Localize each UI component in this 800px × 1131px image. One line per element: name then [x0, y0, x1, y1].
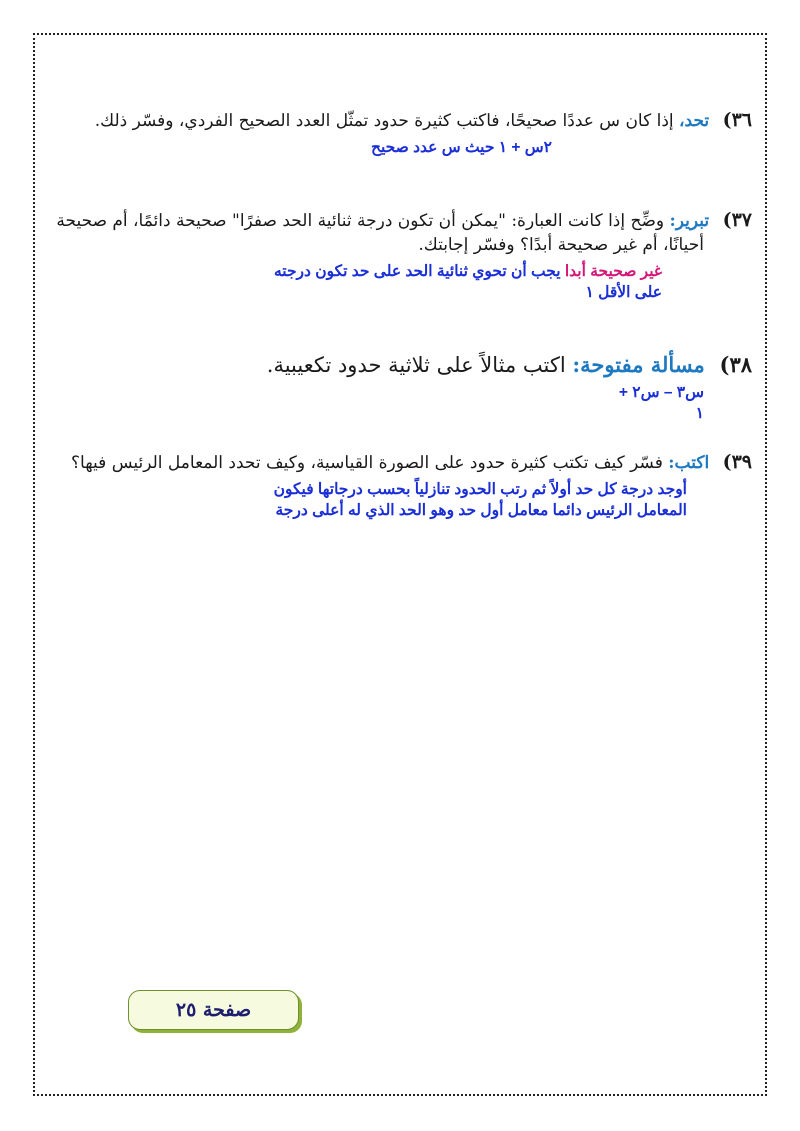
page-number-badge — [128, 990, 299, 1030]
answer — [95, 137, 552, 158]
answer — [267, 382, 704, 424]
answer-line2: المعامل الرئيس دائما معامل أول حد وهو الحد الذي له أعلى درجة — [275, 502, 687, 519]
answer-text: ٢س + ١ حيث س عدد صحيح — [370, 139, 552, 156]
question-keyword: اكتب: — [668, 453, 710, 473]
question-number: ٣٧) — [722, 209, 752, 231]
question-36 — [95, 108, 752, 158]
question-37-line2 — [56, 233, 704, 257]
question-text: فسّر كيف تكتب كثيرة حدود على الصورة القياسية، وكيف تحدد المعامل الرئيس فيها؟ — [71, 453, 663, 473]
question-text: أحيانًا، أم غير صحيحة أبدًا؟ وفسّر إجابتك. — [418, 235, 704, 255]
question-keyword: تحد، — [679, 111, 710, 131]
question-39-line — [71, 450, 752, 475]
question-text: اكتب مثالاً على ثلاثية حدود تكعيبية. — [266, 353, 566, 377]
page-border — [33, 33, 767, 1096]
answer-verdict: غير صحيحة أبدا — [564, 263, 662, 280]
answer — [71, 479, 687, 521]
question-number: ٣٩) — [722, 451, 752, 473]
answer-text-line2: على الأقل ١ — [585, 284, 662, 301]
question-37 — [56, 208, 752, 303]
question-text: إذا كان س عددًا صحيحًا، فاكتب كثيرة حدود تمثّل العدد الصحيح الفردي، وفسّر ذلك. — [94, 111, 674, 131]
answer-text: يجب أن تحوي ثنائية الحد على حد تكون درجته — [273, 263, 561, 280]
question-38 — [267, 352, 752, 424]
answer-line2: ١ — [695, 405, 704, 422]
question-number: ٣٨) — [719, 352, 752, 377]
answer-line1: أوجد درجة كل حد أولاً ثم رتب الحدود تنازلياً بحسب درجاتها فيكون — [273, 481, 687, 498]
page-number-label: صفحة ٢٥ — [175, 999, 252, 1021]
question-number: ٣٦) — [722, 109, 752, 131]
question-36-line — [95, 108, 752, 133]
question-39 — [71, 450, 752, 521]
question-keyword: تبرير: — [669, 211, 710, 231]
question-37-line1 — [56, 208, 752, 233]
question-text: وضِّح إذا كانت العبارة: "يمكن أن تكون درجة ثنائية الحد صفرًا" صحيحة دائمًا، أم صحيحة — [56, 211, 665, 231]
answer — [56, 261, 662, 303]
question-38-line — [267, 352, 752, 378]
question-keyword: مسألة مفتوحة: — [572, 352, 705, 377]
answer-line1: س٣ – س٢ + — [618, 384, 704, 401]
